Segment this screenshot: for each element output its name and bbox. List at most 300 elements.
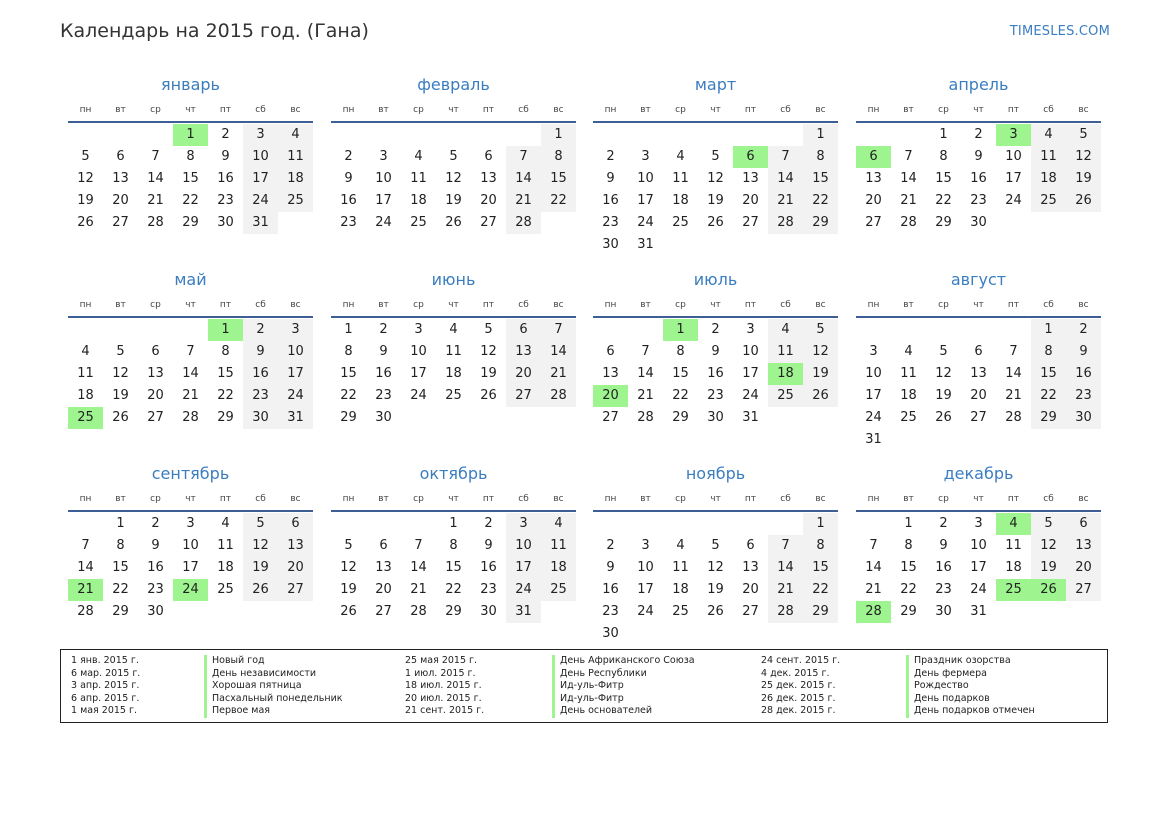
holiday-day-cell: 1 bbox=[173, 124, 208, 146]
day-cell: 10 bbox=[243, 146, 278, 168]
day-cell: 13 bbox=[278, 535, 313, 557]
day-cell: 22 bbox=[217, 388, 234, 403]
legend-date: 6 апр. 2015 г. bbox=[71, 692, 140, 704]
weekday-label: сб bbox=[518, 494, 529, 504]
day-cell: 18 bbox=[1005, 560, 1022, 575]
day-cell: 27 bbox=[147, 410, 164, 425]
holiday-day-cell: 20 bbox=[593, 385, 628, 407]
legend-date: 26 дек. 2015 г. bbox=[761, 692, 836, 704]
day-cell: 13 bbox=[1066, 535, 1101, 557]
day-cell: 11 bbox=[445, 344, 462, 359]
weekday-label: вт bbox=[115, 105, 126, 115]
day-cell: 17 bbox=[410, 366, 427, 381]
month-name: март bbox=[694, 75, 737, 94]
day-cell: 17 bbox=[742, 366, 759, 381]
day-cell: 27 bbox=[742, 215, 759, 230]
month-block bbox=[68, 270, 313, 429]
weekday-label: сб bbox=[1043, 300, 1054, 310]
legend-names-column bbox=[204, 655, 343, 718]
legend-holiday-name: Ид-уль-Фитр bbox=[552, 680, 695, 693]
day-cell: 7 bbox=[904, 149, 913, 164]
day-cell: 8 bbox=[676, 344, 685, 359]
day-cell: 2 bbox=[221, 127, 230, 142]
month-name: апрель bbox=[948, 75, 1009, 94]
day-cell: 8 bbox=[803, 535, 838, 557]
day-cell: 13 bbox=[112, 171, 129, 186]
day-cell: 20 bbox=[1066, 557, 1101, 579]
day-cell: 2 bbox=[344, 149, 353, 164]
day-cell: 26 bbox=[1066, 190, 1101, 212]
day-cell: 25 bbox=[445, 388, 462, 403]
day-cell: 5 bbox=[344, 538, 353, 553]
weekday-label: вс bbox=[815, 105, 826, 115]
day-cell: 26 bbox=[243, 579, 278, 601]
weekday-label: вт bbox=[378, 494, 389, 504]
day-cell: 30 bbox=[480, 604, 497, 619]
day-cell: 15 bbox=[803, 557, 838, 579]
day-cell: 18 bbox=[900, 388, 917, 403]
month-name: октябрь bbox=[419, 464, 488, 483]
legend-date: 20 июл. 2015 г. bbox=[405, 692, 482, 704]
day-cell: 31 bbox=[865, 432, 882, 447]
day-grid bbox=[593, 319, 838, 429]
weekday-label: сб bbox=[1043, 105, 1054, 115]
holiday-day-cell: 24 bbox=[173, 579, 208, 601]
day-cell: 23 bbox=[602, 604, 619, 619]
day-cell: 6 bbox=[379, 538, 388, 553]
day-cell: 29 bbox=[217, 410, 234, 425]
day-cell: 2 bbox=[711, 322, 720, 337]
day-cell: 4 bbox=[541, 513, 576, 535]
day-cell: 10 bbox=[278, 341, 313, 363]
day-cell: 29 bbox=[803, 601, 838, 623]
day-cell: 16 bbox=[602, 582, 619, 597]
day-cell: 29 bbox=[935, 215, 952, 230]
day-cell: 23 bbox=[340, 215, 357, 230]
day-cell: 21 bbox=[1005, 388, 1022, 403]
day-cell: 11 bbox=[278, 146, 313, 168]
day-cell: 2 bbox=[484, 516, 493, 531]
holiday-day-cell: 1 bbox=[208, 319, 243, 341]
month-name: июнь bbox=[431, 270, 476, 289]
day-cell: 3 bbox=[379, 149, 388, 164]
day-cell: 24 bbox=[410, 388, 427, 403]
day-cell: 18 bbox=[541, 557, 576, 579]
day-cell: 3 bbox=[869, 344, 878, 359]
day-cell: 27 bbox=[970, 410, 987, 425]
day-cell: 21 bbox=[768, 190, 803, 212]
day-cell: 9 bbox=[606, 171, 615, 186]
empty-cell bbox=[856, 513, 891, 535]
day-cell: 1 bbox=[904, 516, 913, 531]
day-cell: 20 bbox=[278, 557, 313, 579]
day-cell: 1 bbox=[449, 516, 458, 531]
day-cell: 16 bbox=[340, 193, 357, 208]
day-cell: 26 bbox=[480, 388, 497, 403]
weekday-label: ср bbox=[150, 105, 161, 115]
header-rule bbox=[68, 121, 313, 123]
day-cell: 30 bbox=[375, 410, 392, 425]
day-cell: 22 bbox=[803, 579, 838, 601]
day-cell: 24 bbox=[637, 604, 654, 619]
day-cell: 11 bbox=[900, 366, 917, 381]
day-cell: 9 bbox=[939, 538, 948, 553]
day-cell: 14 bbox=[768, 168, 803, 190]
day-cell: 15 bbox=[445, 560, 462, 575]
day-cell: 19 bbox=[77, 193, 94, 208]
legend-date: 18 июл. 2015 г. bbox=[405, 680, 482, 692]
empty-cell bbox=[506, 124, 541, 146]
weekday-label: пт bbox=[744, 105, 757, 115]
day-cell: 17 bbox=[637, 193, 654, 208]
day-cell: 9 bbox=[379, 344, 388, 359]
day-cell: 23 bbox=[480, 582, 497, 597]
day-cell: 23 bbox=[707, 388, 724, 403]
day-cell: 10 bbox=[1005, 149, 1022, 164]
weekday-label: вт bbox=[903, 300, 914, 310]
weekday-label: ср bbox=[150, 300, 161, 310]
legend-holiday-name: Новый год bbox=[204, 655, 343, 668]
weekday-label: вт bbox=[640, 494, 651, 504]
day-cell: 19 bbox=[707, 582, 724, 597]
day-cell: 23 bbox=[375, 388, 392, 403]
day-cell: 13 bbox=[506, 341, 541, 363]
weekday-header bbox=[331, 103, 576, 117]
empty-cell bbox=[628, 513, 663, 535]
empty-cell bbox=[331, 513, 366, 535]
day-cell: 9 bbox=[974, 149, 983, 164]
empty-cell bbox=[68, 124, 103, 146]
day-cell: 2 bbox=[939, 516, 948, 531]
weekday-label: пт bbox=[1007, 105, 1020, 115]
empty-cell bbox=[103, 319, 138, 341]
day-cell: 18 bbox=[410, 193, 427, 208]
weekday-label: сб bbox=[255, 300, 266, 310]
day-cell: 9 bbox=[344, 171, 353, 186]
day-cell: 20 bbox=[147, 388, 164, 403]
day-cell: 24 bbox=[865, 410, 882, 425]
weekday-label: чт bbox=[185, 494, 196, 504]
day-cell: 29 bbox=[445, 604, 462, 619]
empty-cell bbox=[401, 513, 436, 535]
weekday-header bbox=[331, 298, 576, 312]
legend-holiday-name: Праздник озорства bbox=[906, 655, 1035, 668]
weekday-label: ср bbox=[675, 300, 686, 310]
empty-cell bbox=[138, 124, 173, 146]
holiday-day-cell: 25 bbox=[996, 579, 1031, 601]
day-cell: 17 bbox=[182, 560, 199, 575]
day-cell: 13 bbox=[865, 171, 882, 186]
empty-cell bbox=[173, 319, 208, 341]
weekday-label: сб bbox=[255, 494, 266, 504]
holiday-day-cell: 25 bbox=[68, 407, 103, 429]
day-cell: 21 bbox=[182, 388, 199, 403]
legend-date: 25 мая 2015 г. bbox=[405, 655, 478, 666]
day-cell: 26 bbox=[445, 215, 462, 230]
empty-cell bbox=[856, 124, 891, 146]
day-cell: 20 bbox=[742, 193, 759, 208]
weekday-label: пн bbox=[342, 105, 355, 115]
legend-date: 4 дек. 2015 г. bbox=[761, 667, 830, 679]
day-cell: 19 bbox=[112, 388, 129, 403]
day-grid bbox=[856, 124, 1101, 234]
day-cell: 13 bbox=[970, 366, 987, 381]
day-cell: 19 bbox=[340, 582, 357, 597]
holiday-day-cell: 6 bbox=[856, 146, 891, 168]
weekday-label: пн bbox=[867, 105, 880, 115]
weekday-label: вт bbox=[115, 494, 126, 504]
day-cell: 12 bbox=[445, 171, 462, 186]
day-cell: 23 bbox=[1066, 385, 1101, 407]
empty-cell bbox=[471, 124, 506, 146]
day-cell: 11 bbox=[541, 535, 576, 557]
day-cell: 7 bbox=[1009, 344, 1018, 359]
day-cell: 17 bbox=[375, 193, 392, 208]
day-cell: 23 bbox=[970, 193, 987, 208]
day-cell: 31 bbox=[506, 601, 541, 623]
day-cell: 12 bbox=[935, 366, 952, 381]
day-cell: 20 bbox=[506, 363, 541, 385]
weekday-label: сб bbox=[518, 105, 529, 115]
day-cell: 19 bbox=[935, 388, 952, 403]
day-cell: 21 bbox=[637, 388, 654, 403]
day-cell: 21 bbox=[410, 582, 427, 597]
day-cell: 29 bbox=[112, 604, 129, 619]
month-name: январь bbox=[161, 75, 220, 94]
day-cell: 9 bbox=[151, 538, 160, 553]
day-cell: 14 bbox=[182, 366, 199, 381]
legend-holiday-name: День независимости bbox=[204, 668, 343, 681]
day-cell: 21 bbox=[865, 582, 882, 597]
day-cell: 5 bbox=[1031, 513, 1066, 535]
weekday-label: пт bbox=[482, 105, 495, 115]
day-cell: 17 bbox=[970, 560, 987, 575]
header-rule bbox=[856, 121, 1101, 123]
day-cell: 15 bbox=[541, 168, 576, 190]
day-cell: 24 bbox=[506, 579, 541, 601]
day-cell: 18 bbox=[672, 582, 689, 597]
day-grid bbox=[68, 124, 313, 234]
day-cell: 29 bbox=[900, 604, 917, 619]
day-cell: 12 bbox=[707, 560, 724, 575]
day-grid bbox=[68, 513, 313, 623]
day-cell: 18 bbox=[217, 560, 234, 575]
day-cell: 28 bbox=[768, 601, 803, 623]
day-cell: 30 bbox=[935, 604, 952, 619]
day-cell: 10 bbox=[506, 535, 541, 557]
day-cell: 30 bbox=[602, 237, 619, 252]
weekday-label: вс bbox=[1078, 105, 1089, 115]
day-cell: 3 bbox=[506, 513, 541, 535]
day-cell: 8 bbox=[221, 344, 230, 359]
day-cell: 1 bbox=[803, 513, 838, 535]
weekday-header bbox=[856, 298, 1101, 312]
day-cell: 27 bbox=[742, 604, 759, 619]
weekday-label: ср bbox=[675, 105, 686, 115]
empty-cell bbox=[698, 513, 733, 535]
day-cell: 1 bbox=[1031, 319, 1066, 341]
day-cell: 18 bbox=[445, 366, 462, 381]
day-cell: 30 bbox=[243, 407, 278, 429]
weekday-label: пт bbox=[219, 300, 232, 310]
weekday-label: пн bbox=[79, 300, 92, 310]
weekday-label: пн bbox=[604, 494, 617, 504]
day-cell: 28 bbox=[182, 410, 199, 425]
day-cell: 20 bbox=[742, 582, 759, 597]
legend-holiday-name: День Республики bbox=[552, 668, 695, 681]
day-cell: 18 bbox=[672, 193, 689, 208]
weekday-header bbox=[68, 492, 313, 506]
site-link[interactable]: TIMESLES.COM bbox=[1009, 24, 1110, 39]
day-cell: 8 bbox=[541, 146, 576, 168]
day-cell: 11 bbox=[768, 341, 803, 363]
empty-cell bbox=[103, 124, 138, 146]
day-cell: 21 bbox=[147, 193, 164, 208]
holiday-day-cell: 26 bbox=[1031, 579, 1066, 601]
legend-date: 6 мар. 2015 г. bbox=[71, 667, 141, 679]
weekday-label: вт bbox=[640, 105, 651, 115]
day-cell: 23 bbox=[602, 215, 619, 230]
day-grid bbox=[856, 319, 1101, 451]
day-cell: 30 bbox=[970, 215, 987, 230]
day-cell: 2 bbox=[606, 538, 615, 553]
day-cell: 25 bbox=[1031, 190, 1066, 212]
header-rule bbox=[68, 316, 313, 318]
holiday-day-cell: 3 bbox=[996, 124, 1031, 146]
day-cell: 11 bbox=[410, 171, 427, 186]
day-cell: 26 bbox=[707, 215, 724, 230]
day-cell: 31 bbox=[742, 410, 759, 425]
day-cell: 19 bbox=[480, 366, 497, 381]
weekday-label: сб bbox=[780, 300, 791, 310]
weekday-label: чт bbox=[973, 300, 984, 310]
day-cell: 15 bbox=[935, 171, 952, 186]
day-cell: 6 bbox=[606, 344, 615, 359]
day-cell: 30 bbox=[707, 410, 724, 425]
legend-date: 1 июл. 2015 г. bbox=[405, 667, 476, 679]
day-cell: 14 bbox=[900, 171, 917, 186]
weekday-label: вс bbox=[815, 494, 826, 504]
day-cell: 19 bbox=[243, 557, 278, 579]
day-cell: 2 bbox=[606, 149, 615, 164]
holiday-day-cell: 6 bbox=[733, 146, 768, 168]
day-cell: 19 bbox=[803, 363, 838, 385]
day-cell: 14 bbox=[637, 366, 654, 381]
empty-cell bbox=[331, 124, 366, 146]
month-block bbox=[856, 464, 1101, 623]
day-cell: 4 bbox=[414, 149, 423, 164]
day-cell: 24 bbox=[375, 215, 392, 230]
day-cell: 12 bbox=[340, 560, 357, 575]
empty-cell bbox=[996, 319, 1031, 341]
day-cell: 23 bbox=[147, 582, 164, 597]
day-grid bbox=[856, 513, 1101, 623]
day-cell: 27 bbox=[1066, 579, 1101, 601]
empty-cell bbox=[366, 513, 401, 535]
weekday-label: ср bbox=[413, 494, 424, 504]
day-cell: 23 bbox=[243, 385, 278, 407]
day-cell: 29 bbox=[803, 212, 838, 234]
weekday-label: чт bbox=[710, 105, 721, 115]
weekday-label: чт bbox=[710, 494, 721, 504]
day-cell: 27 bbox=[278, 579, 313, 601]
weekday-label: чт bbox=[710, 300, 721, 310]
weekday-label: вс bbox=[553, 105, 564, 115]
weekday-label: пн bbox=[79, 494, 92, 504]
month-name: ноябрь bbox=[685, 464, 746, 483]
day-cell: 22 bbox=[672, 388, 689, 403]
empty-cell bbox=[733, 513, 768, 535]
legend-holiday-name: День подарков отмечен bbox=[906, 705, 1035, 718]
day-cell: 1 bbox=[939, 127, 948, 142]
day-cell: 11 bbox=[217, 538, 234, 553]
day-cell: 16 bbox=[375, 366, 392, 381]
day-cell: 14 bbox=[768, 557, 803, 579]
month-block bbox=[856, 75, 1101, 234]
day-cell: 5 bbox=[243, 513, 278, 535]
empty-cell bbox=[593, 513, 628, 535]
weekday-label: пт bbox=[1007, 494, 1020, 504]
day-cell: 22 bbox=[803, 190, 838, 212]
day-cell: 7 bbox=[768, 146, 803, 168]
day-cell: 3 bbox=[974, 516, 983, 531]
day-cell: 7 bbox=[151, 149, 160, 164]
day-cell: 25 bbox=[672, 604, 689, 619]
weekday-label: вс bbox=[290, 105, 301, 115]
weekday-label: пн bbox=[604, 105, 617, 115]
day-cell: 7 bbox=[506, 146, 541, 168]
legend-names-column bbox=[906, 655, 1035, 718]
month-name: июль bbox=[693, 270, 738, 289]
day-cell: 12 bbox=[112, 366, 129, 381]
empty-cell bbox=[768, 124, 803, 146]
weekday-header bbox=[68, 103, 313, 117]
day-cell: 12 bbox=[803, 341, 838, 363]
day-cell: 13 bbox=[602, 366, 619, 381]
day-cell: 6 bbox=[1066, 513, 1101, 535]
day-cell: 12 bbox=[243, 535, 278, 557]
day-cell: 23 bbox=[217, 193, 234, 208]
empty-cell bbox=[68, 319, 103, 341]
day-cell: 1 bbox=[803, 124, 838, 146]
legend-date: 28 дек. 2015 г. bbox=[761, 705, 836, 717]
day-cell: 18 bbox=[77, 388, 94, 403]
weekday-label: вт bbox=[903, 494, 914, 504]
weekday-label: ср bbox=[938, 300, 949, 310]
day-cell: 22 bbox=[1031, 385, 1066, 407]
weekday-label: вт bbox=[640, 300, 651, 310]
weekday-header bbox=[331, 492, 576, 506]
day-cell: 12 bbox=[1031, 535, 1066, 557]
weekday-header bbox=[593, 492, 838, 506]
weekday-label: сб bbox=[780, 494, 791, 504]
day-cell: 19 bbox=[1031, 557, 1066, 579]
weekday-label: пн bbox=[604, 300, 617, 310]
day-cell: 29 bbox=[182, 215, 199, 230]
header-rule bbox=[856, 316, 1101, 318]
day-grid bbox=[593, 513, 838, 645]
day-cell: 10 bbox=[375, 171, 392, 186]
header-rule bbox=[331, 510, 576, 512]
day-cell: 3 bbox=[243, 124, 278, 146]
holiday-day-cell: 18 bbox=[768, 363, 803, 385]
weekday-label: ср bbox=[938, 494, 949, 504]
day-cell: 2 bbox=[1066, 319, 1101, 341]
weekday-label: пн bbox=[79, 105, 92, 115]
holiday-day-cell: 4 bbox=[996, 513, 1031, 535]
legend-date: 1 мая 2015 г. bbox=[71, 705, 137, 717]
day-cell: 28 bbox=[768, 212, 803, 234]
